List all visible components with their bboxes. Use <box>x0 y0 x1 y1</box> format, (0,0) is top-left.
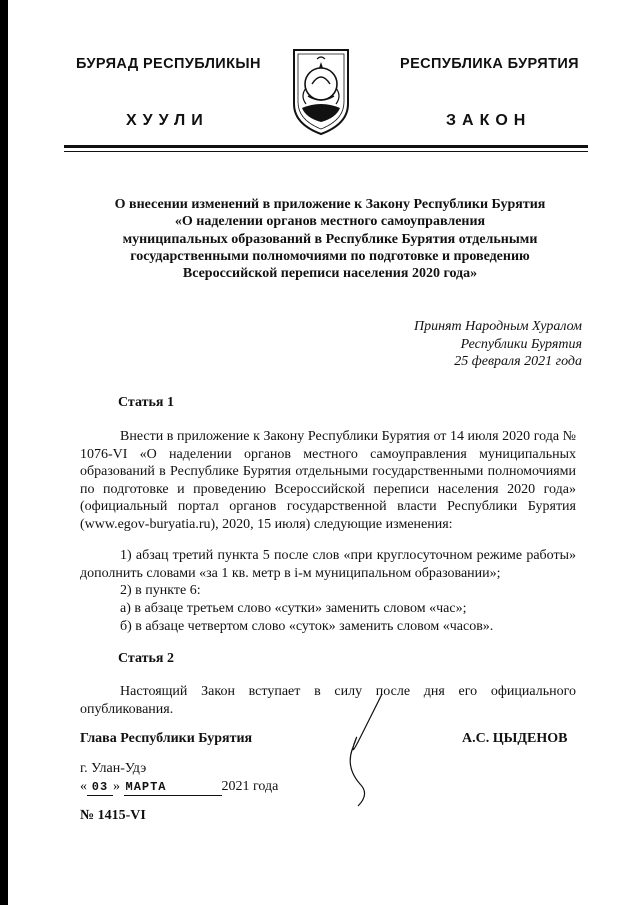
signatory-position: Глава Республики Бурятия <box>80 731 253 746</box>
header-right-word: ЗАКОН <box>446 112 532 129</box>
signing-city: г. Улан-Удэ <box>80 761 147 776</box>
article-1-intro: Внести в приложение к Закону Республики Бурятия от 14 июля 2020 года № 1076-VI «О наделении органов местного самоуправления муниципальных образований в Республике Бурятия отдельными государственными полномочиями по подготовке и проведению Всероссийской переписи населения 2020 года» (официальный портал органов государственной власти Республики Бурятия (www.egov-buryatia.ru), 2020, 15 июля) следующие изменения: <box>80 429 576 532</box>
law-title <box>80 196 580 282</box>
article-1-item-2: 2) в пункте 6: <box>120 583 201 598</box>
adoption-line: Республики Бурятия <box>460 336 582 352</box>
article-2-text: Настоящий Закон вступает в силу после дня его официального опубликования. <box>80 684 576 717</box>
article-1-heading: Статья 1 <box>118 395 174 410</box>
date-year: 2021 года <box>221 779 279 794</box>
article-1-item-2b: б) в абзаце четвертом слово «суток» заменить словом «часов». <box>120 619 494 634</box>
law-title-line: государственными полномочиями по подготовке и проведению <box>130 248 530 264</box>
article-1-item-1: 1) абзац третий пункта 5 после слов «при круглосуточном режиме работы» дополнить словами «за 1 кв. метр в i-м муниципальном образовании»; <box>80 548 576 581</box>
date-quote-open: « <box>80 779 87 794</box>
header-divider-thick <box>64 145 588 148</box>
date-day: 03 <box>91 780 109 794</box>
law-title-line: муниципальных образований в Республике Бурятия отдельными <box>122 231 538 247</box>
date-quote-close: » <box>113 779 120 794</box>
law-number: № 1415-VI <box>80 808 146 823</box>
signatory-name: А.С. ЦЫДЕНОВ <box>462 731 568 746</box>
header-left-title: БУРЯАД РЕСПУБЛИКЫН <box>76 56 261 72</box>
header-left-word: ХУУЛИ <box>126 112 209 129</box>
adoption-line: Принят Народным Хуралом <box>413 319 582 334</box>
law-title-line: «О наделении органов местного самоуправления <box>174 214 486 230</box>
adoption-date: 25 февраля 2021 года <box>454 354 582 369</box>
article-2-heading: Статья 2 <box>118 651 174 666</box>
header-right-title: РЕСПУБЛИКА БУРЯТИЯ <box>400 56 579 72</box>
scan-edge <box>0 0 8 905</box>
adoption-note <box>414 318 582 371</box>
date-month: МАРТА <box>125 780 167 794</box>
signing-date <box>80 779 278 796</box>
coat-of-arms-icon <box>290 44 352 136</box>
header-divider-thin <box>64 151 588 152</box>
law-title-line: Всероссийской переписи населения 2020 года» <box>182 266 478 282</box>
handwritten-signature <box>330 688 390 808</box>
article-1-item-2a: а) в абзаце третьем слово «сутки» заменить словом «час»; <box>120 601 467 616</box>
law-title-line: О внесении изменений в приложение к Закону Республики Бурятия <box>114 197 546 212</box>
